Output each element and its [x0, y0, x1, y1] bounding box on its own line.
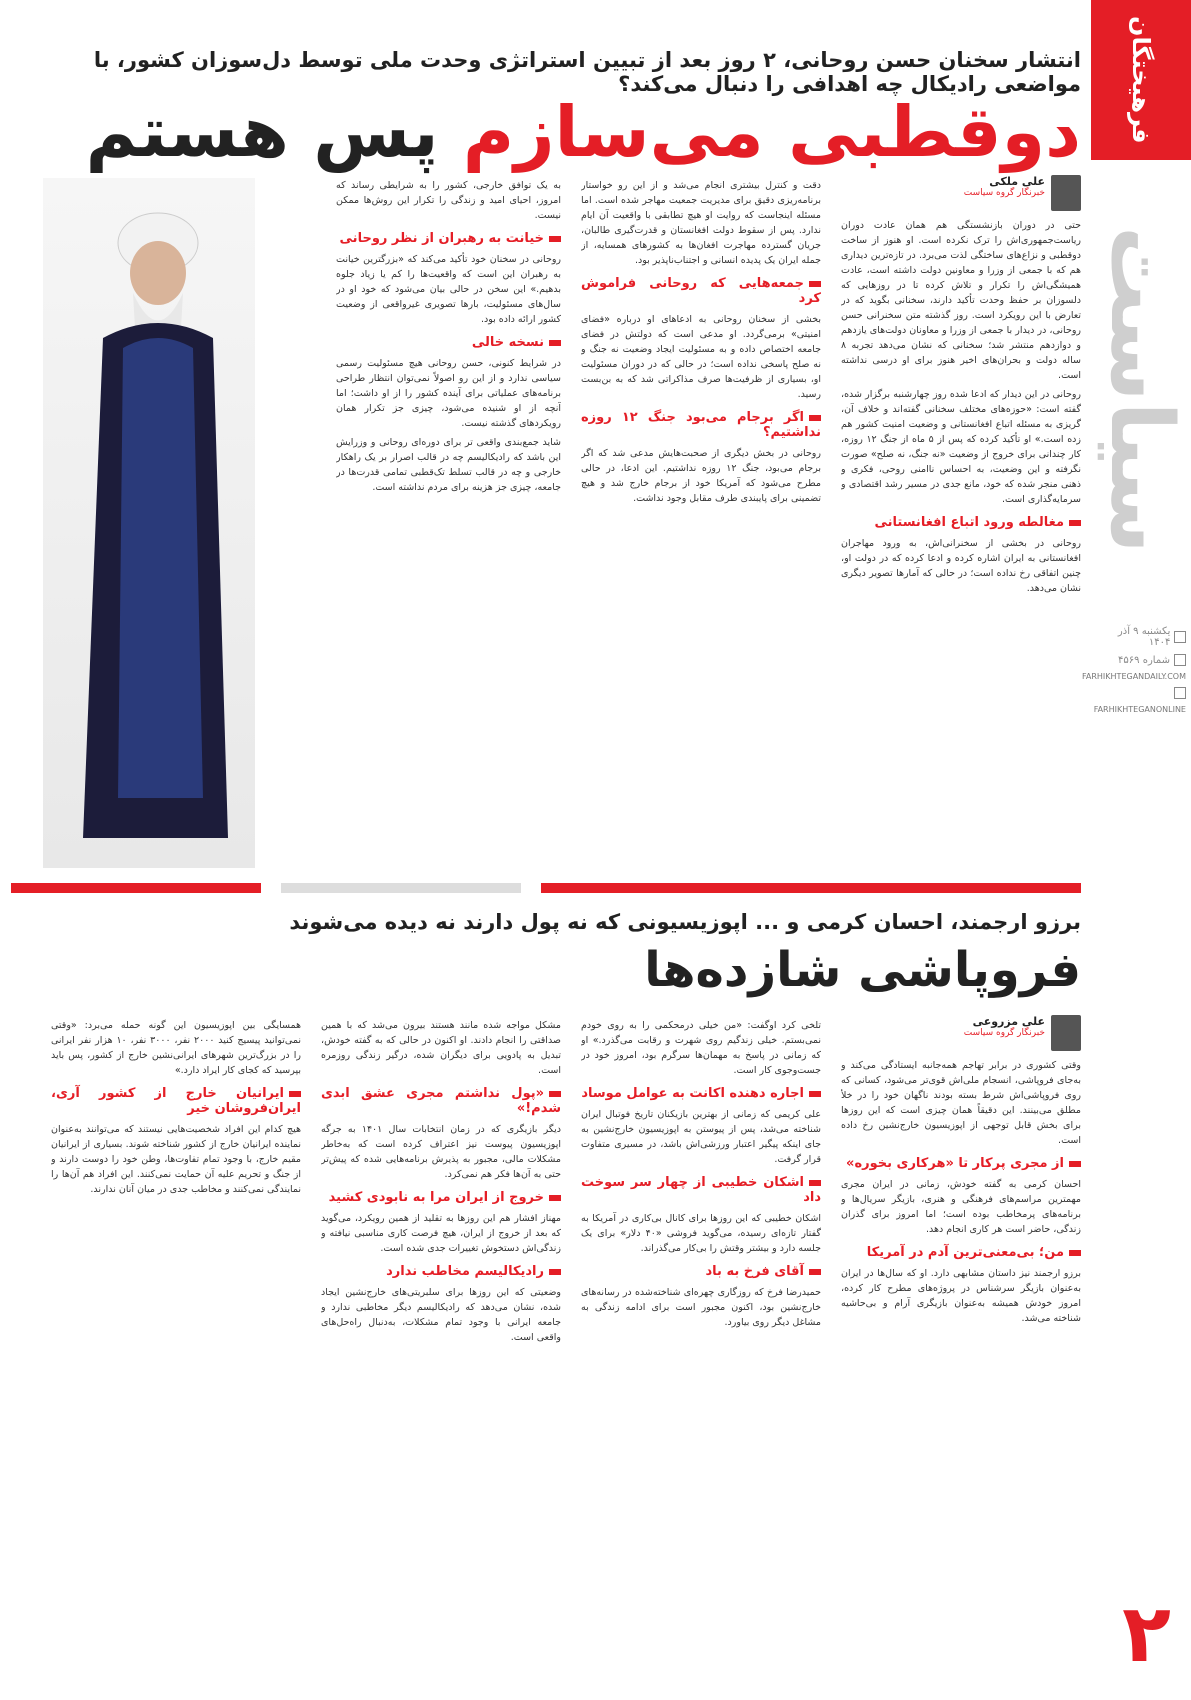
subheading: خیانت به رهبران از نظر روحانی	[336, 231, 561, 246]
paragraph: به یک توافق خارجی، کشور را به شرایطی رساند که امروز، احیای امید و زندگی را تکرار این روش‌ها ممکن نیست.	[336, 180, 561, 221]
story1-column-2	[581, 178, 821, 868]
paragraph: احسان کرمی به گفته خودش، زمانی در ایران مجری مهمترین مراسم‌های فرهنگی و هنری، بازیگر سریال‌ها و برنامه‌های پرمخاطب بوده است؛ اما امروز برای گذران زندگی، حاضر است هر کاری انجام دهد.	[841, 1179, 1081, 1235]
paragraph: روحانی در بخشی از سخنرانی‌اش، به ورود مهاجران افغانستانی به ایران اشاره کرده و ادعا کرده که در دولت او، چنین اتفاقی رخ نداده است؛ در حالی که آمارها تصویر دیگری نشان می‌دهد.	[841, 538, 1081, 594]
calendar-icon	[1174, 631, 1186, 643]
issue-number: شماره ۴۵۶۹	[1118, 654, 1170, 666]
author-name: علی ملکی	[989, 175, 1045, 188]
paragraph: روحانی در سخنان خود تأکید می‌کند که «بزرگترین خیانت به رهبران این است که واقعیت‌ها را کم یا زیاد جلوه بدهیم.» این سخن در حالی بیان می‌شود که خود او در سال‌های مسئولیت، بارها تصویری غیرواقعی از وضعیت کشور ارائه داده بود.	[336, 254, 561, 325]
story1-headline-black: پس هستم	[85, 91, 439, 173]
story1-column-1	[841, 218, 1081, 868]
story1-headline	[11, 90, 1081, 175]
issue-row	[1096, 654, 1186, 666]
sidebar	[1082, 0, 1191, 1700]
paragraph: تلخی کرد اوگفت: «من خیلی درمحکمی را به روی خودم نمی‌بستم. خیلی زندگیم روی شهرت و رقابت می‌گذرد.» او که زمانی در پاسخ به مهمان‌ها سرگرم بود، امروز خود در جست‌وجوی کار است.	[581, 1020, 821, 1076]
paragraph: مهناز افشار هم این روزها به تقلید از همین رویکرد، می‌گوید که بعد از خروج از ایران، هیچ فرصت کاری مناسبی نیافته و زندگی‌اش دستخوش تغییرات جدی شده است.	[321, 1213, 561, 1254]
paragraph: همسایگی بین اپوزیسیون این گونه حمله می‌برد: «وقتی نمی‌توانید پیسیج کنید ۲۰۰۰ نفر، ۳۰۰۰ نفر، ۱۰ هزار نفر ایرانی را در بزرگ‌ترین شهرهای ایرانی‌نشین خارج از کشور، پس باید بپرسید که کجای کار ایراد دارد.»	[51, 1020, 301, 1076]
paragraph: وضعیتی که این روزها برای سلبریتی‌های خارج‌نشین ایجاد شده، نشان می‌دهد که رادیکالیسم دیگر مخاطبی ندارد و جامعه ایرانی با وجود تمام مشکلات، به‌دنبال راه‌حل‌های واقعی است.	[321, 1287, 561, 1343]
paragraph: دیگر بازیگری که در زمان انتخابات سال ۱۴۰۱ به جرگه اپوزیسیون پیوست نیز اعتراف کرده است که به‌خاطر مشکلات مالی، مجبور به پذیرش برنامه‌هایی شده که پیش‌تر حتی به آن‌ها فکر هم نمی‌کرد.	[321, 1124, 561, 1180]
story2-column-3	[321, 1018, 561, 1688]
social-row	[1096, 687, 1186, 699]
cleric-figure-image	[63, 198, 233, 858]
author-role: خبرنگار گروه سیاست	[963, 188, 1045, 198]
newspaper-logo: فرهیختگان	[1091, 0, 1191, 160]
paragraph: روحانی در بخش دیگری از صحبت‌هایش مدعی شد که اگر برجام می‌بود، جنگ ۱۲ روزه نداشتیم. این ادعا، در حالی مطرح می‌شود که آمریکا خود از برجام خارج شد و هیچ تضمینی برای پایبندی طرف مقابل وجود نداشت.	[581, 448, 821, 504]
divider-red	[541, 883, 1081, 893]
author-role: خبرنگار گروه سیاست	[963, 1028, 1045, 1038]
story2-author	[931, 1015, 1081, 1051]
newspaper-icon	[1174, 654, 1186, 666]
paragraph: حمیدرضا فرخ که روزگاری چهره‌ای شناخته‌شده در رسانه‌های خارج‌نشین بود، اکنون مجبور است برای ادامه زندگی به مشاغل دیگر روی بیاورد.	[581, 1287, 821, 1328]
website-url[interactable]: FARHIKHTEGANDAILY.COM	[1082, 672, 1186, 681]
paragraph: مشکل مواجه شده مانند هستند بیرون می‌شد که با همین صداقتی را انجام دادند. او اکنون در حالی که به گفته خودش، تبدیل به پادویی برای دیگران شده، درگیر زندگی روزمره است.	[321, 1020, 561, 1076]
paragraph: حتی در دوران بازنشستگی هم همان عادت دوران ریاست‌جمهوری‌اش را ترک نکرده است. او هنوز از ساخت دوقطبی و نزاع‌های ساختگی لذت می‌برد. در تازه‌ترین دیداری هم که با جمعی از وزرا و معاونین دولت داشته است، عادت همیشگی‌اش را تکرار و تلاش کرده تا در روزهایی که دلسوزان بر حفظ وحدت تأکید دارند، سخنانی بگوید که در تعارض با این رویکرد است. روز گذشته متن سخنرانی حسن روحانی، در دیدار با جمعی از وزرا و معاونان دولت‌های یازدهم و دوازدهم منتشر شد؛ سخنانی که نشان می‌دهد تجربه ۸ ساله دولت و بحران‌های اخیر هنوز برای او درسی نداشته است.	[841, 220, 1081, 381]
subheading: ایرانیان خارج از کشور آری، ایران‌فروشان خیر	[51, 1086, 301, 1116]
paragraph: وقتی کشوری در برابر تهاجم همه‌جانبه ایستادگی می‌کند و به‌جای فروپاشی، انسجام ملی‌اش قوی‌تر می‌شود، کسانی که روی فروپاشی‌اش شرط بسته بودند ناگهان خود را در خلأ مطلق می‌بینند. این دقیقاً همان چیزی است که این روزها برای بخش قابل توجهی از اپوزیسیون خارج‌نشین رخ داده است.	[841, 1060, 1081, 1146]
subheading: مغالطه ورود اتباع افغانستانی	[841, 515, 1081, 530]
date-row	[1096, 626, 1186, 648]
paragraph: علی کریمی که زمانی از بهترین بازیکنان تاریخ فوتبال ایران شناخته می‌شد، پس از پیوستن به اپوزیسیون خارج‌نشین به جای اینکه پیگیر اعتبار ورزشی‌اش باشد، در مسیری متفاوت قرار گرفت.	[581, 1109, 821, 1165]
subheading: اشکان خطیبی از چهار سر سوخت داد	[581, 1175, 821, 1205]
story1-author	[931, 175, 1081, 211]
paragraph: برزو ارجمند نیز داستان مشابهی دارد. او که سال‌ها در ایران به‌عنوان بازیگر سرشناس در پروژه‌های مطرح کار کرده، امروز خودش همیشه به‌عنوان بازیگری آرام و بی‌حاشیه شناخته می‌شد.	[841, 1268, 1081, 1324]
story2-headline: فروپاشی شازده‌ها	[644, 942, 1081, 998]
story2-column-4	[51, 1018, 301, 1688]
page-number: ۲	[1122, 1587, 1171, 1680]
paragraph: بخشی از سخنان روحانی به ادعاهای او درباره «فضای امنیتی» برمی‌گردد. او مدعی است که دولتش در فضای جامعه اختصاص داده و به مسئولیت ایجاد وضعیت نه جنگ و نه صلح پاسخی نداده است؛ در حالی که در دوران مسئولیت او، بسیاری از ظرفیت‌ها صرف مذاکراتی شد که به بن‌بست رسید.	[581, 314, 821, 400]
section-title: سیاست	[1091, 226, 1191, 554]
subheading: نسخه خالی	[336, 335, 561, 350]
social-handle[interactable]: FARHIKHTEGANONLINE	[1093, 705, 1186, 714]
paragraph: شاید جمع‌بندی واقعی تر برای دوره‌ای روحانی و وزرایش این باشد که رادیکالیسم چه در قالب اصرار بر یک راهکار خارجی و چه در قالب تسلط تک‌قطبی تمامی قدرت‌ها در جامعه، چیزی جز هزینه برای مردم نداشته است.	[336, 437, 561, 493]
author-name: علی مزروعی	[972, 1015, 1045, 1028]
paragraph: اشکان خطیبی که این روزها برای کانال بی‌کاری در آمریکا به گفتار تازه‌ای رسیده، می‌گوید فروشی «۴۰ دلار» برای یک جلسه دارد و بیشتر وقتش را بی‌کار می‌گذراند.	[581, 1213, 821, 1254]
story1-headline-red: دوقطبی می‌سازم	[462, 91, 1081, 173]
author-photo	[1051, 175, 1081, 211]
paragraph: روحانی در این دیدار که ادعا شده روز چهارشنبه برگزار شده، گفته است: «حوزه‌های مختلف سخنانی گفته‌اند و خلاف آن، گریزی به مسئله اتباع افغانستانی و وضعیت امنیت کشور هم زده است.» او تأکید کرده که پس از ۵ ماه از جنگ ۱۲ روزه، کار چندانی برای خروج از وضعیت «نه جنگ، نه صلح» صورت نگرفته و این وضعیت، به احساس ناامنی روحی، فکری و ذهنی منجر شده که خود، مانع جدی در مسیر رشد اقتصادی و سرمایه‌گذاری است.	[841, 389, 1081, 505]
story1-supertitle: انتشار سخنان حسن روحانی، ۲ روز بعد از تبیین استراتژی وحدت ملی توسط دل‌سوزان کشور، با مواضعی رادیکال چه اهدافی را دنبال می‌کند؟	[93, 48, 1081, 96]
subheading: آقای فرخ به باد	[581, 1264, 821, 1279]
subheading: جمعه‌هایی که روحانی فراموش کرد	[581, 276, 821, 306]
qr-icon	[1174, 687, 1186, 699]
subheading: من؛ بی‌معنی‌ترین آدم در آمریکا	[841, 1245, 1081, 1260]
subheading: رادیکالیسم مخاطب ندارد	[321, 1264, 561, 1279]
subheading: «پول نداشتم مجری عشق ابدی شدم!»	[321, 1086, 561, 1116]
paragraph: هیچ کدام این افراد شخصیت‌هایی نیستند که می‌توانند به‌عنوان نماینده ایرانیان خارج از کشور شناخته شوند. بسیاری از ایرانیان مقیم خارج، با وجود تمام تفاوت‌ها، وطن خود را دوست دارند و از جنگ و تحریم علیه آن حمایت نمی‌کنند. این افراد هم آن‌ها را نمایندگی نمی‌کنند و مخاطب جدی در میان آنان ندارند.	[51, 1124, 301, 1195]
paragraph: در شرایط کنونی، حسن روحانی هیچ مسئولیت رسمی سیاسی ندارد و از این رو اصولاً نمی‌توان انتظار طراحی برنامه‌های عملیاتی برای آینده کشور را از او داشت؛ اما آنچه از او شنیده می‌شود، چیزی جز تکرار همان رویکردهای گذشته نیست.	[336, 358, 561, 429]
main-content	[11, 10, 1081, 1690]
subheading: اگر برجام می‌بود جنگ ۱۲ روزه نداشتیم؟	[581, 410, 821, 440]
story2-column-1	[841, 1058, 1081, 1688]
issue-date: یکشنبه ۹ آذر ۱۴۰۴	[1117, 626, 1171, 648]
subheading: خروج از ایران مرا به نابودی کشید	[321, 1190, 561, 1205]
paragraph: دقت و کنترل بیشتری انجام می‌شد و از این رو خواستار برنامه‌ریزی دقیق برای مدیریت جمعیت مهاجر شده است. اما مسئله اینجاست که روایت او هیچ تطابقی با واقعیت آن ایام ندارد. پس از سقوط دولت افغانستان و قدرت‌گیری طالبان، جریان گسترده مهاجرت افغان‌ها به کشورهای همسایه، از جمله ایران یک پدیده انسانی و اجتناب‌ناپذیر بود.	[581, 180, 821, 266]
subheading: از مجری پرکار تا «هرکاری بخوره»	[841, 1156, 1081, 1171]
issue-meta	[1082, 620, 1186, 714]
story2-supertitle: برزو ارجمند، احسان کرمی و ... اپوزیسیونی که نه پول دارند نه دیده می‌شوند	[289, 910, 1081, 934]
divider-gray	[281, 883, 521, 893]
story1-column-3	[336, 178, 561, 868]
author-photo	[1051, 1015, 1081, 1051]
subheading: اجاره دهنده اکانت به عوامل موساد	[581, 1086, 821, 1101]
divider-red	[11, 883, 261, 893]
story1-photo	[43, 178, 255, 868]
story2-column-2	[581, 1018, 821, 1688]
